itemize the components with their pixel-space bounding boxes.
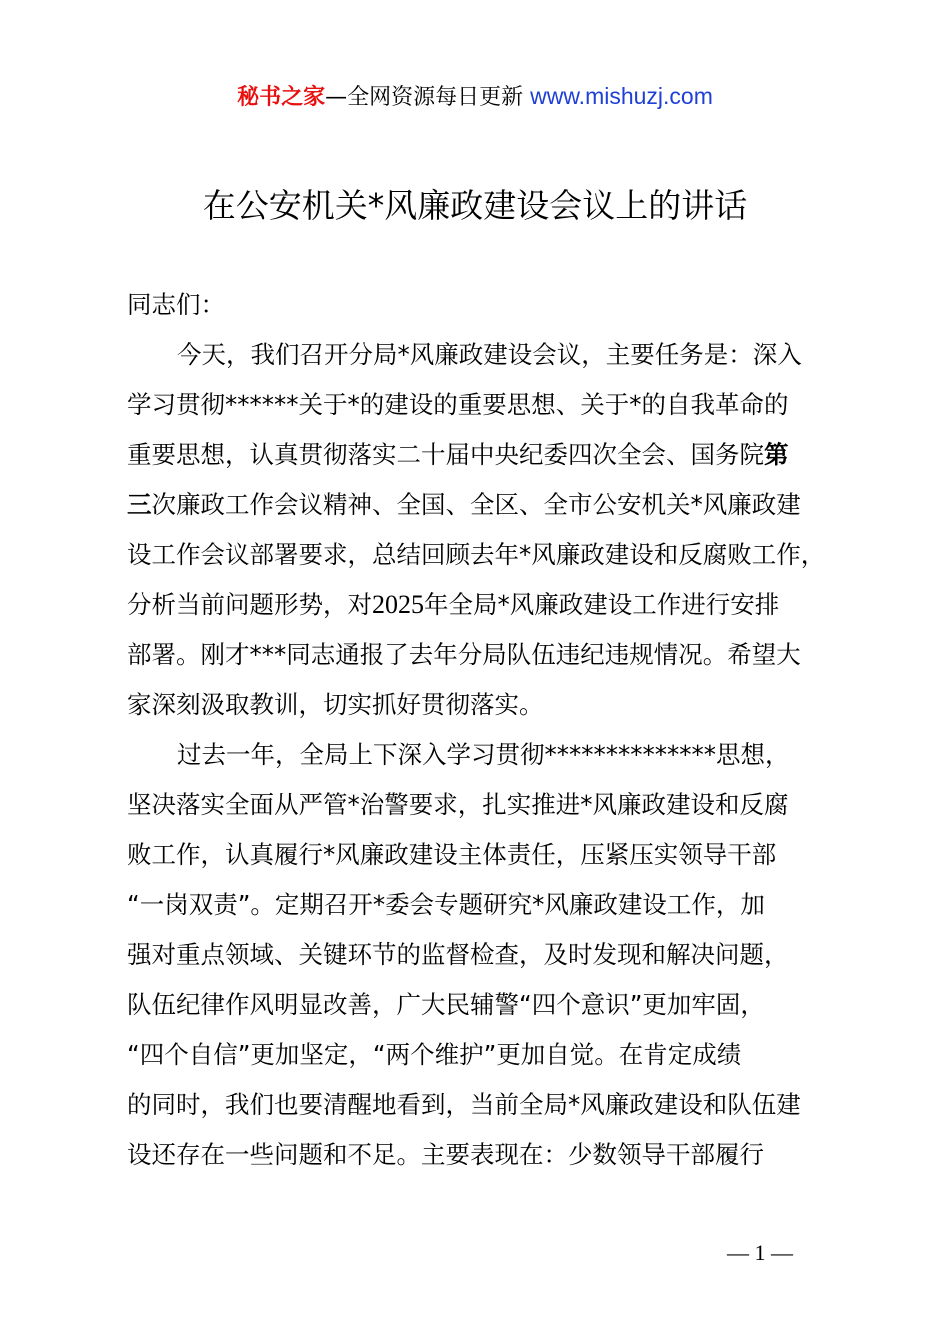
paragraph-2-line-5: 强对重点领域、关键环节的监督检查，及时发现和解决问题， [127, 940, 789, 969]
page-number: — 1 — [727, 1240, 793, 1265]
text-run: 年全局*风廉政建设工作进行安排 [424, 590, 780, 619]
paragraph-2-line-4: “一岗双责”。定期召开*委会专题研究*风廉政建设工作，加 [127, 890, 765, 919]
document-body [127, 280, 837, 1180]
salutation: 同志们： [127, 290, 225, 319]
paragraph-1-line-8: 家深刻汲取教训，切实抓好贯彻落实。 [127, 690, 544, 719]
paragraph-2-line-1: 过去一年，全局上下深入学习贯彻**************思想， [177, 740, 790, 769]
paragraph-2-line-6: 队伍纪律作风明显改善，广大民辅警“四个意识”更加牢固， [127, 990, 765, 1019]
bold-text-run: 三 [127, 490, 152, 519]
paragraph-1-line-1: 今天，我们召开分局*风廉政建设会议，主要任务是：深入 [177, 340, 802, 369]
text-run: 重要思想，认真贯彻落实二十届中央纪委四次全会、国务院 [127, 440, 764, 469]
paragraph-2-line-3: 败工作，认真履行*风廉政建设主体责任，压紧压实领导干部 [127, 840, 777, 869]
paragraph-1-line-4 [127, 480, 837, 530]
text-run: 次廉政工作会议精神、全国、全区、全市公安机关*风廉政建 [151, 490, 801, 519]
paragraph-1-line-5: 设工作会议部署要求，总结回顾去年*风廉政建设和反腐败工作， [127, 540, 826, 569]
banner-tagline: —全网资源每日更新 [325, 85, 524, 110]
paragraph-1-line-7: 部署。刚才***同志通报了去年分局队伍违纪违规情况。希望大 [127, 640, 801, 669]
paragraph-2-line-7: “四个自信”更加坚定，“两个维护”更加自觉。在肯定成绩 [127, 1040, 742, 1069]
text-run: 分析当前问题形势，对 [127, 590, 372, 619]
brand-name: 秘书之家 [237, 85, 326, 110]
paragraph-1-line-6 [127, 580, 837, 630]
bold-text-run: 第 [764, 440, 789, 469]
paragraph-2-line-8: 的同时，我们也要清醒地看到，当前全局*风廉政建设和队伍建 [127, 1090, 801, 1119]
paragraph-1-line-2: 学习贯彻******关于*的建设的重要思想、关于*的自我革命的 [127, 390, 789, 419]
paragraph-1-line-3 [127, 430, 837, 480]
site-banner [0, 80, 950, 114]
paragraph-2-line-2: 坚决落实全面从严管*治警要求，扎实推进*风廉政建设和反腐 [127, 790, 789, 819]
paragraph-2-line-9: 设还存在一些问题和不足。主要表现在：少数领导干部履行 [127, 1140, 764, 1169]
year-number: 2025 [372, 590, 424, 619]
document-title: 在公安机关*风廉政建设会议上的讲话 [202, 186, 748, 225]
site-url[interactable]: www.mishuzj.com [530, 83, 713, 109]
